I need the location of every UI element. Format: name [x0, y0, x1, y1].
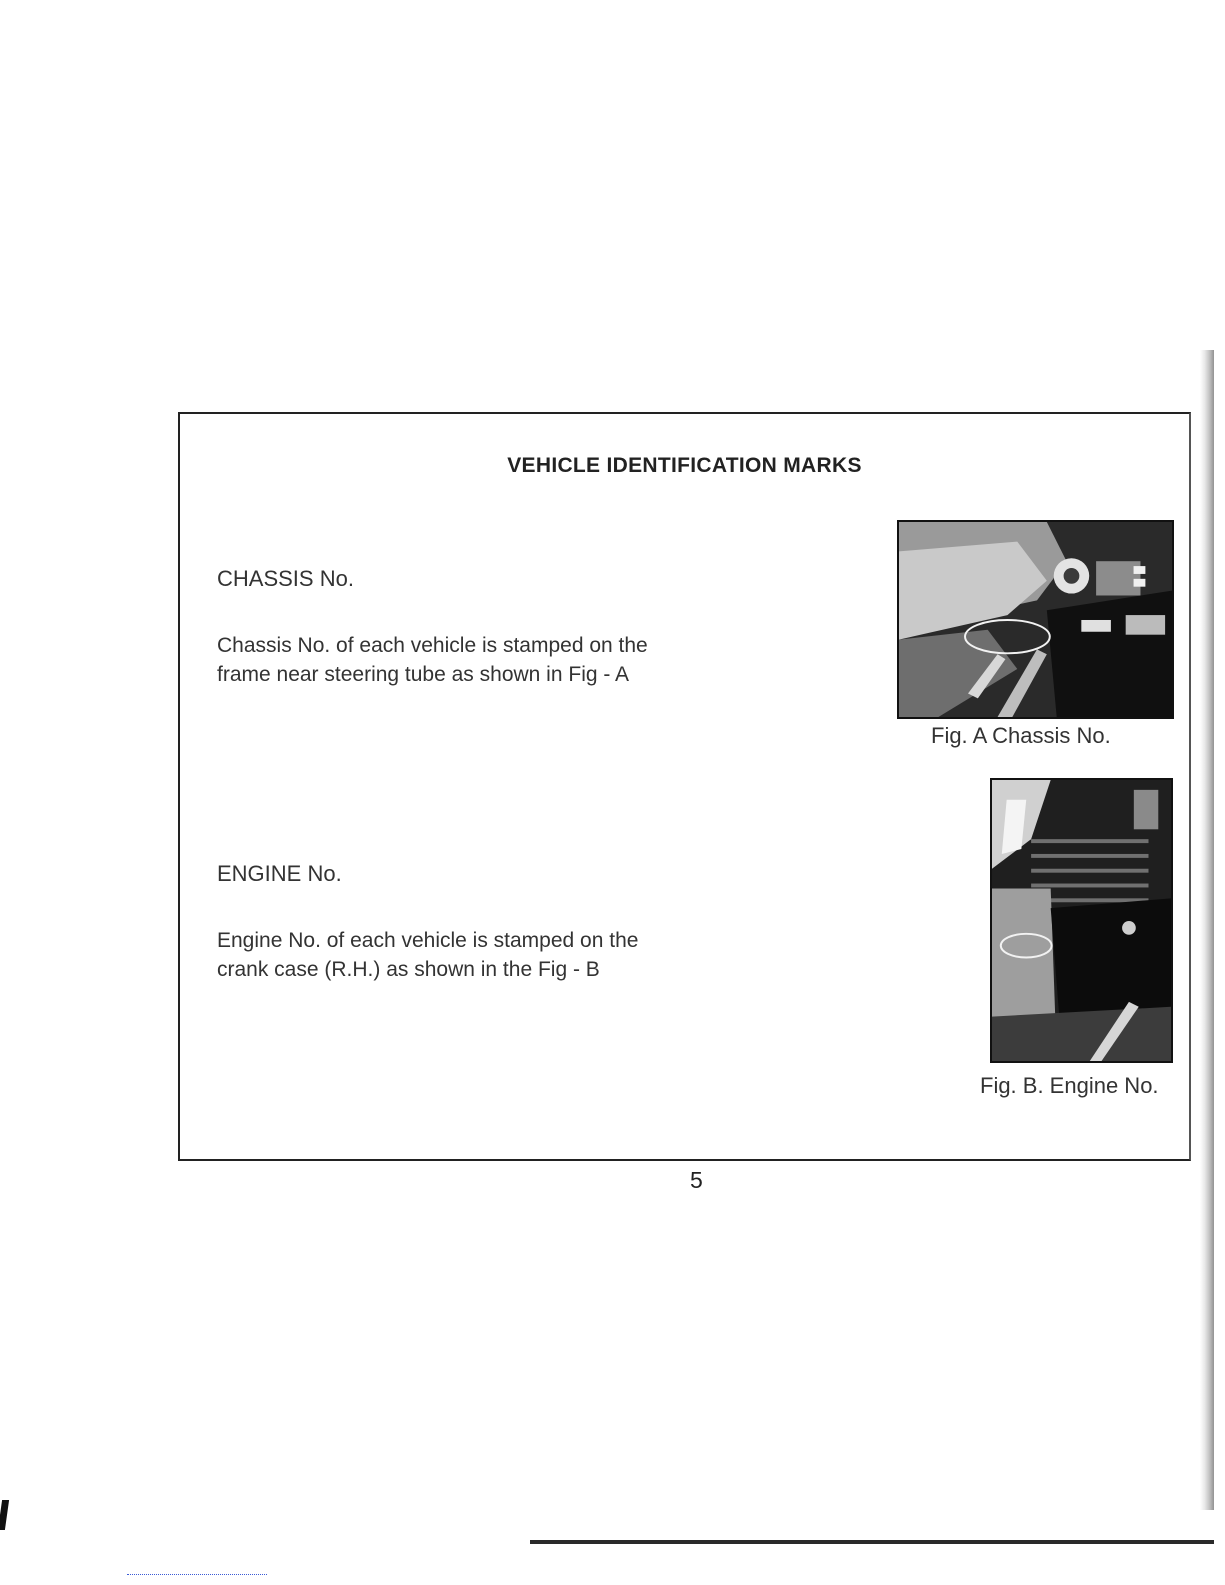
scan-edge-bottom — [530, 1540, 1214, 1544]
engine-figure-caption: Fig. B. Engine No. — [980, 1073, 1159, 1098]
engine-number-photo — [990, 778, 1173, 1063]
chassis-description — [217, 631, 817, 689]
engine-description-line-1: Engine No. of each vehicle is stamped on the — [217, 929, 639, 952]
identification-panel — [178, 412, 1191, 1161]
scan-mark-left — [0, 1500, 9, 1530]
chassis-photo-illustration — [899, 522, 1172, 717]
chassis-figure-caption: Fig. A Chassis No. — [931, 723, 1111, 748]
scan-shadow-right — [1200, 350, 1214, 1510]
engine-description-line-2: crank case (R.H.) as shown in the Fig - B — [217, 958, 600, 981]
page-title: VEHICLE IDENTIFICATION MARKS — [507, 454, 862, 477]
engine-heading: ENGINE No. — [217, 861, 342, 886]
chassis-description-line-2: frame near steering tube as shown in Fig - A — [217, 663, 630, 686]
engine-photo-illustration — [992, 780, 1171, 1061]
page-number: 5 — [690, 1167, 703, 1193]
chassis-description-line-1: Chassis No. of each vehicle is stamped on the — [217, 634, 648, 657]
footer-dotted-line — [127, 1574, 267, 1575]
engine-description — [217, 926, 817, 984]
chassis-heading: CHASSIS No. — [217, 566, 354, 591]
chassis-number-photo — [897, 520, 1174, 719]
